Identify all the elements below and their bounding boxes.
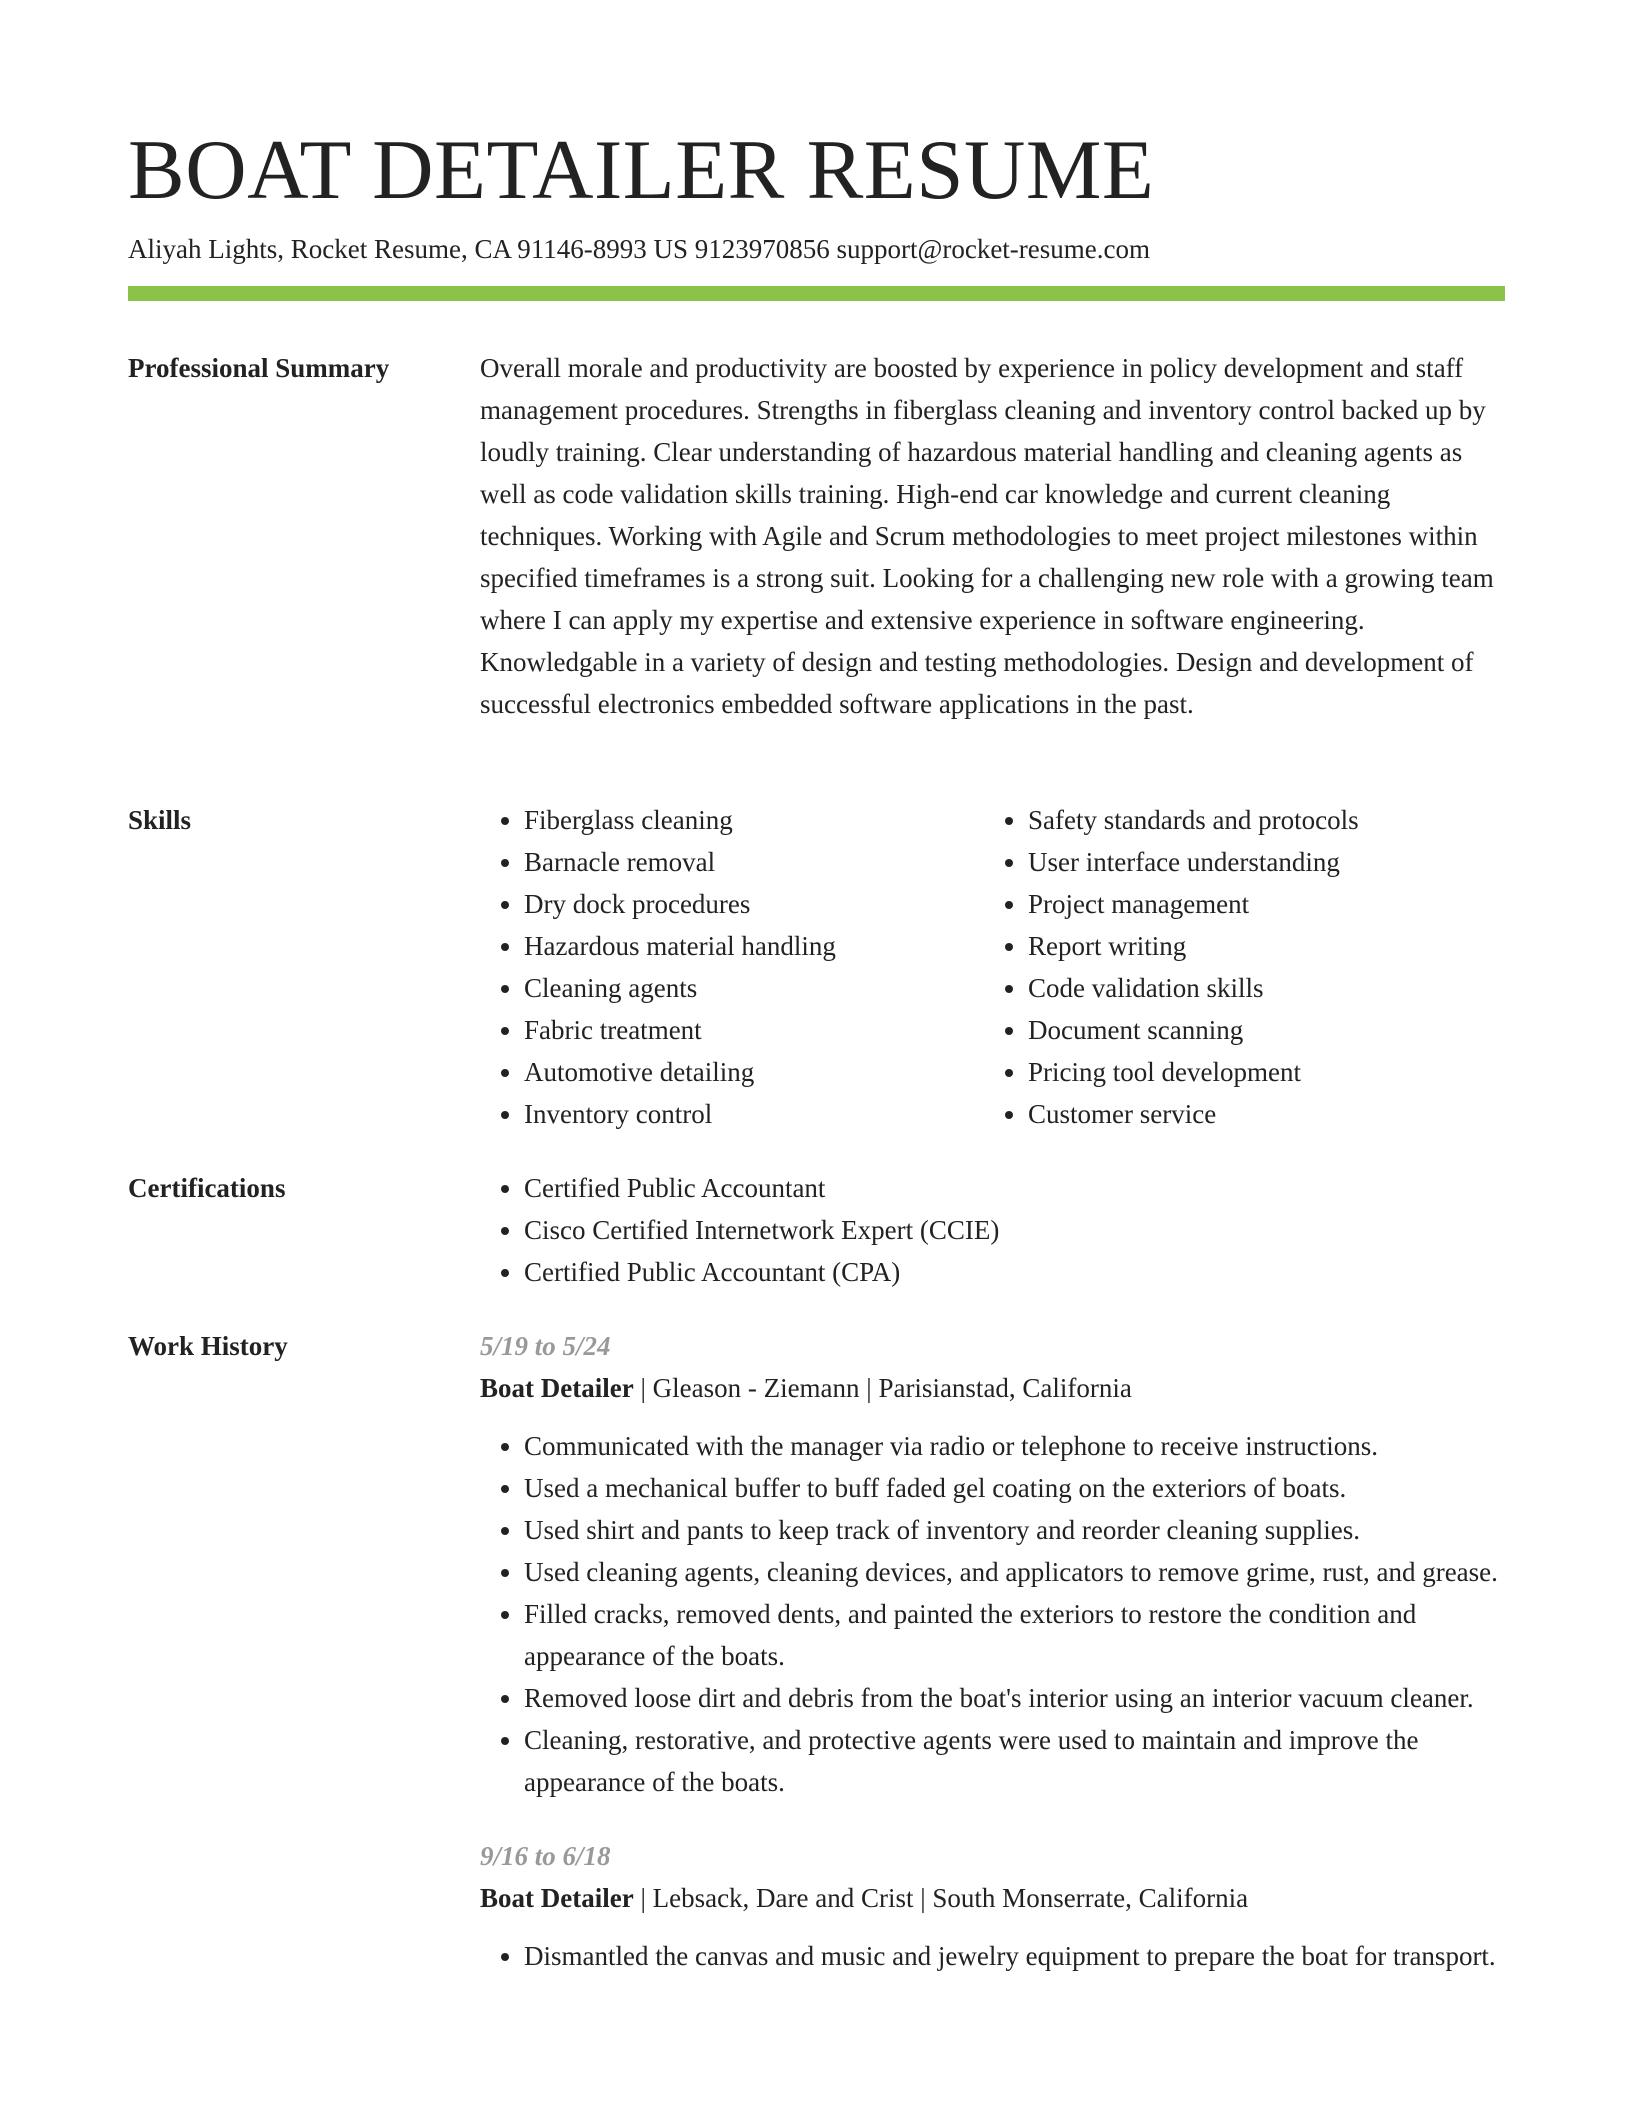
list-item: • Used cleaning agents, cleaning devices, and applicators to remove grime, rust, and grease. (524, 1551, 1505, 1593)
job-heading (480, 1367, 1505, 1409)
section-label: Work History (128, 1331, 288, 1361)
job-heading (480, 1877, 1505, 1919)
job-entry (480, 1835, 1505, 1977)
job-dates: 5/19 to 5/24 (480, 1331, 611, 1361)
section-body (480, 799, 1505, 1135)
list-item: • Code validation skills (1028, 967, 1488, 1009)
section-label: Certifications (128, 1173, 286, 1203)
section-body (480, 1325, 1505, 2009)
skills-column-right (984, 799, 1488, 1135)
section-body (480, 1167, 1505, 1293)
list-item: • Project management (1028, 883, 1488, 925)
job-bullets (480, 1425, 1505, 1803)
list-item: • Pricing tool development (1028, 1051, 1488, 1093)
list-item: • Used a mechanical buffer to buff faded gel coating on the exteriors of boats. (524, 1467, 1505, 1509)
skills-grid (480, 799, 1505, 1135)
list-item: • Fabric treatment (524, 1009, 984, 1051)
job-dates: 9/16 to 6/18 (480, 1841, 611, 1871)
list-item: • Report writing (1028, 925, 1488, 967)
section-body (480, 347, 1505, 725)
list-item: • Dry dock procedures (524, 883, 984, 925)
list-item: • Automotive detailing (524, 1051, 984, 1093)
list-item: • User interface understanding (1028, 841, 1488, 883)
list-item: • Cleaning, restorative, and protective agents were used to maintain and improve the appearance of the boats. (524, 1719, 1505, 1803)
summary-text: Overall morale and productivity are boosted by experience in policy development and staff management procedures. Strengths in fiberglass cleaning and inventory control backed up by loudly training. Clear understanding of hazardous material handling and cleaning agents as well as code validation skills training. High-end car knowledge and current cleaning techniques. Working with Agile and Scrum methodologies to meet project milestones within specified timeframes is a strong suit. Looking for a challenging new role with a growing team where I can apply my expertise and extensive experience in software engineering. Knowledgable in a variety of design and testing methodologies. Design and development of successful electronics embedded software applications in the past. (480, 353, 1494, 719)
list-item: • Used shirt and pants to keep track of inventory and reorder cleaning supplies. (524, 1509, 1505, 1551)
list-item: • Cisco Certified Internetwork Expert (CCIE) (524, 1209, 1505, 1251)
skills-list-left (480, 799, 984, 1135)
list-item: • Certified Public Accountant (524, 1167, 1505, 1209)
section-label: Professional Summary (128, 353, 390, 383)
job-bullets (480, 1935, 1505, 1977)
list-item: • Document scanning (1028, 1009, 1488, 1051)
list-item: • Certified Public Accountant (CPA) (524, 1251, 1505, 1293)
job-details: | Lebsack, Dare and Crist | South Monserrate, California (633, 1883, 1249, 1913)
skills-column-left (480, 799, 984, 1135)
contact-line: Aliyah Lights, Rocket Resume, CA 91146-8993 US 9123970856 support@rocket-resume.com (128, 234, 1150, 264)
list-item: • Customer service (1028, 1093, 1488, 1135)
list-item: • Communicated with the manager via radio or telephone to receive instructions. (524, 1425, 1505, 1467)
list-item: • Inventory control (524, 1093, 984, 1135)
certifications-list (480, 1167, 1505, 1293)
page-title: BOAT DETAILER RESUME (128, 123, 1155, 217)
list-item: • Dismantled the canvas and music and jewelry equipment to prepare the boat for transport. (524, 1935, 1505, 1977)
job-entry (480, 1325, 1505, 1803)
list-item: • Barnacle removal (524, 841, 984, 883)
job-title: Boat Detailer (480, 1883, 634, 1913)
list-item: • Removed loose dirt and debris from the boat's interior using an interior vacuum cleaner. (524, 1677, 1505, 1719)
list-item: • Cleaning agents (524, 967, 984, 1009)
list-item: • Filled cracks, removed dents, and painted the exteriors to restore the condition and appearance of the boats. (524, 1593, 1505, 1677)
section-label: Skills (128, 805, 192, 835)
job-details: | Gleason - Ziemann | Parisianstad, California (633, 1373, 1132, 1403)
list-item: • Fiberglass cleaning (524, 799, 984, 841)
job-title: Boat Detailer (480, 1373, 634, 1403)
list-item: • Hazardous material handling (524, 925, 984, 967)
list-item: • Safety standards and protocols (1028, 799, 1488, 841)
skills-list-right (984, 799, 1488, 1135)
header-divider (128, 286, 1505, 301)
